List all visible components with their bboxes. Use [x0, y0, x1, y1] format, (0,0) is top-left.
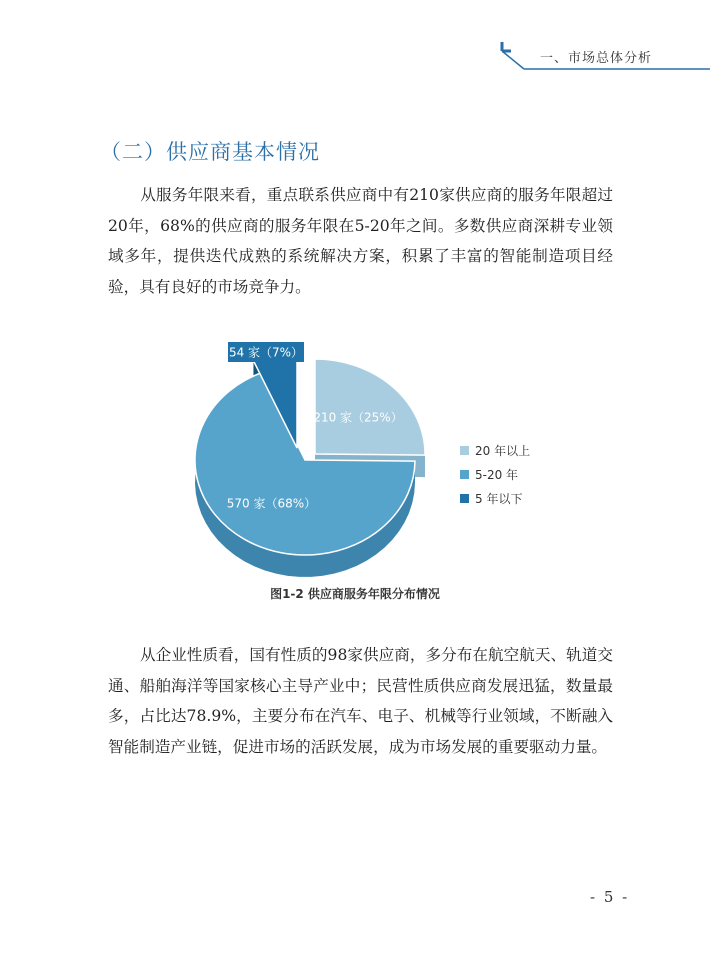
data-label: 570 家（68%） [226, 496, 317, 511]
paragraph-text: 从服务年限来看，重点联系供应商中有210家供应商的服务年限超过20年，68%的供应商的服务年限在5-20年之间。多数供应商深耕专业领域多年，提供迭代成熟的系统解决方案，积累了丰富的智能制造项目经验，具有良好的市场竞争力。 [108, 186, 613, 296]
paragraph-text: 从企业性质看，国有性质的98家供应商，多分布在航空航天、轨道交通、船舶海洋等国家核心主导产业中；民营性质供应商发展迅猛，数量最多，占比达78.9%，主要分布在汽车、电子、机械等行业领域，不断融入智能制造产业链，促进市场的活跃发展，成为市场发展的重要驱动力量。 [108, 646, 613, 756]
page-number: - 5 - [590, 888, 630, 906]
pie-slice [315, 359, 425, 455]
legend-item [460, 486, 530, 510]
legend-label: 5-20 年 [475, 467, 519, 482]
legend-label: 5 年以下 [475, 491, 523, 506]
legend-swatch [460, 494, 469, 503]
chart-legend [460, 438, 530, 510]
paragraph-enterprise-nature [108, 640, 613, 762]
legend-item [460, 462, 530, 486]
data-label: 54 家（7%） [228, 345, 304, 360]
legend-label: 20 年以上 [475, 443, 531, 458]
running-header [500, 38, 710, 70]
legend-swatch [460, 446, 469, 455]
legend-swatch [460, 470, 469, 479]
header-title: 一、市场总体分析 [540, 51, 653, 66]
paragraph-service-years [108, 180, 613, 302]
data-label: 210 家（25%） [313, 410, 403, 425]
legend-item [460, 438, 530, 462]
section-title: （二）供应商基本情况 [100, 140, 320, 164]
figure-caption: 图1-2 供应商服务年限分布情况 [270, 587, 440, 601]
